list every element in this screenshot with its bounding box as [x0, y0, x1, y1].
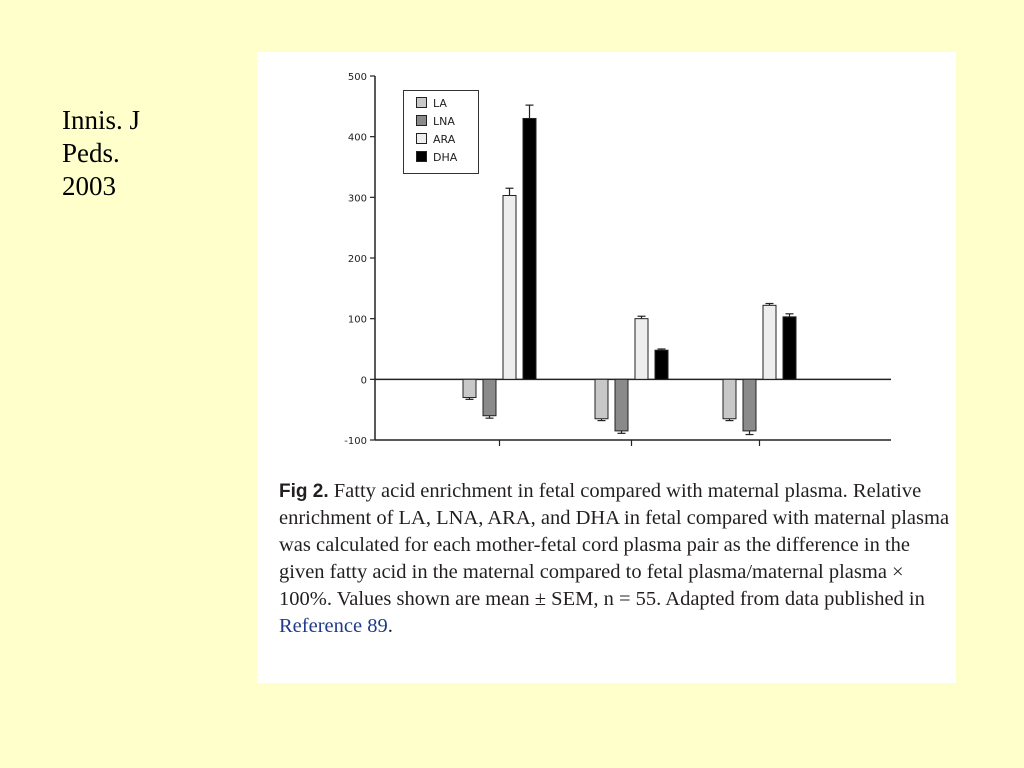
- caption-end: .: [387, 615, 393, 637]
- figure-caption: [279, 478, 951, 640]
- legend-swatch-lna: [416, 115, 427, 126]
- y-tick-label-3: 200: [347, 254, 367, 265]
- legend-item-dha: [416, 151, 457, 167]
- bar-lna-2: [743, 379, 756, 431]
- y-tick-label-5: 0: [360, 375, 367, 387]
- legend-label-dha: DHA: [433, 151, 458, 164]
- figure-panel: [257, 52, 956, 683]
- caption-lead: Fig 2.: [279, 481, 329, 502]
- bar-la-2: [723, 379, 736, 418]
- bar-ara-0: [503, 196, 516, 380]
- chart-legend: [403, 90, 479, 174]
- citation-text: [62, 104, 140, 203]
- legend-label-la: LA: [433, 97, 447, 110]
- citation-line-1: Innis. J: [62, 105, 141, 135]
- bar-la-1: [595, 379, 608, 418]
- y-tick-label-4: 100: [347, 314, 367, 326]
- y-tick-label-2: 300: [347, 193, 367, 205]
- legend-label-ara: ARA: [433, 133, 456, 146]
- caption-text: Fatty acid enrichment in fetal compared with maternal plasma. Relative enrichment of LA, LNA, ARA, and DHA in fetal compared with maternal plasma was calculated for each mother-fetal cord plasma pair as the difference in the given fatty acid in the maternal compared to fetal plasma/maternal plasma × 100%. Values shown are mean ± SEM, n = 55. Adapted from data published in: [279, 480, 950, 610]
- bar-ara-1: [635, 319, 648, 380]
- citation-line-3: 2003: [62, 171, 116, 201]
- bar-dha-2: [783, 317, 796, 379]
- bar-ara-2: [763, 305, 776, 379]
- legend-label-lna: LNA: [433, 115, 455, 128]
- bar-lna-1: [615, 379, 628, 431]
- bar-dha-1: [655, 350, 668, 379]
- y-tick-label-1: 400: [347, 132, 367, 144]
- y-tick-label-0: 500: [347, 72, 367, 83]
- legend-swatch-la: [416, 97, 427, 108]
- legend-swatch-dha: [416, 151, 427, 162]
- bar-chart: [257, 52, 956, 472]
- legend-item-lna: [416, 115, 455, 131]
- legend-swatch-ara: [416, 133, 427, 144]
- bar-la-0: [463, 379, 476, 397]
- caption-reference-link[interactable]: Reference 89: [279, 615, 388, 637]
- bar-dha-0: [523, 118, 536, 379]
- legend-item-la: [416, 97, 447, 113]
- legend-item-ara: [416, 133, 455, 149]
- citation-line-2: Peds.: [62, 138, 120, 168]
- y-tick-label-6: -100: [344, 436, 367, 447]
- bar-lna-0: [483, 379, 496, 415]
